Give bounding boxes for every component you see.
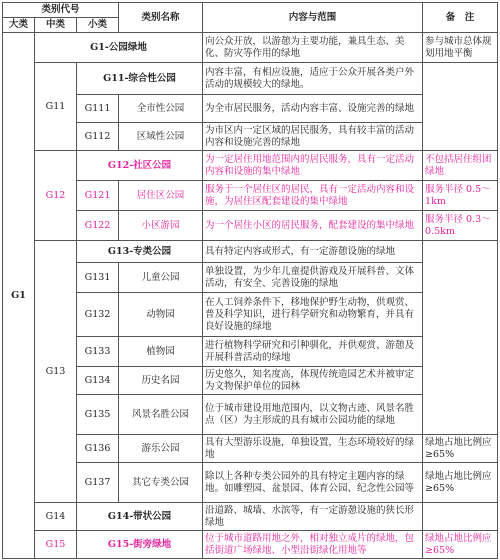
- major-code-g1: G1: [3, 33, 35, 559]
- category-content: 为全市居民服务，活动内容丰富、设施完善的绿地: [203, 95, 423, 123]
- category-content: 单独设置，为少年儿童提供游戏及开展科普、文体活动，有安全、完善设施的绿地: [203, 263, 423, 293]
- minor-code: G134: [77, 367, 119, 395]
- category-content-g15: 位于城市道路用地之外，相对独立成片的绿地，包括街道广场绿地、小型沿街绿化用地等: [203, 531, 423, 559]
- category-note-g13: [423, 241, 498, 435]
- category-content: 历史悠久，知名度高，体现传统造园艺术并被审定为文物保护单位的园林: [203, 367, 423, 395]
- category-note-g1: 参与城市总体规划用地平衡: [423, 33, 498, 63]
- classification-table: [2, 2, 498, 559]
- category-name: 小区游园: [119, 211, 203, 241]
- category-content: 具有大型游乐设施，单独设置，生态环境较好的绿地: [203, 435, 423, 463]
- category-name: 其它专类公园: [119, 463, 203, 503]
- medium-code-g14: G14: [35, 503, 77, 531]
- category-content: 在人工饲养条件下，移地保护野生动物，供观赏、普及科学知识，进行科学研究和动物繁育，并具有良好设施的绿地: [203, 293, 423, 337]
- minor-code: G112: [77, 123, 119, 151]
- category-name: 区域性公园: [119, 123, 203, 151]
- minor-code: G135: [77, 395, 119, 435]
- category-content-g11: 内容丰富，有相应设施，适应于公众开展各类户外活动的规模较大的绿地。: [203, 63, 423, 95]
- category-content-g1: 向公众开放，以游憩为主要功能，兼具生态、美化、防灾等作用的绿地: [203, 33, 423, 63]
- category-name-g12: G12-社区公园: [77, 151, 203, 181]
- medium-code-g13: G13: [35, 241, 77, 503]
- category-name: 全市性公园: [119, 95, 203, 123]
- medium-code-g12: G12: [35, 151, 77, 241]
- header-code: 类别代号: [3, 3, 119, 18]
- category-name: 游乐公园: [119, 435, 203, 463]
- minor-code: G136: [77, 435, 119, 463]
- header-minor: 小类: [77, 18, 119, 33]
- category-note: 绿地占地比例应≥65%: [423, 435, 498, 463]
- minor-code: G111: [77, 95, 119, 123]
- category-content-g12: 为一定居住用地范围内的居民服务，具有一定活动内容和设施的集中绿地: [203, 151, 423, 181]
- category-name-g14: G14-带状公园: [77, 503, 203, 531]
- category-name: 历史名园: [119, 367, 203, 395]
- category-content: 为一个居住小区的居民服务，配套建设的集中绿地: [203, 211, 423, 241]
- category-name-g1: G1-公园绿地: [35, 33, 203, 63]
- category-note-g14: [423, 503, 498, 531]
- category-note-g12: 不包括居住组团绿地: [423, 151, 498, 181]
- category-name: 风景名胜公园: [119, 395, 203, 435]
- minor-code: G122: [77, 211, 119, 241]
- header-major: 大类: [3, 18, 35, 33]
- category-content: 服务于一个居住区的居民，具有一定活动内容和设施，为居住区配套建设的集中绿地: [203, 181, 423, 211]
- medium-code-g11: G11: [35, 63, 77, 151]
- category-note: 服务半径 0.3～0.5km: [423, 211, 498, 241]
- minor-code: G133: [77, 337, 119, 367]
- header-note: 备 注: [423, 3, 498, 33]
- category-name-g15: G15-街旁绿地: [77, 531, 203, 559]
- category-note-g15: 绿地占地比例应≥65%: [423, 531, 498, 559]
- minor-code: G137: [77, 463, 119, 503]
- minor-code: G132: [77, 293, 119, 337]
- category-name: 植物园: [119, 337, 203, 367]
- category-content-g14: 沿道路、城墙、水滨等，有一定游憩设施的狭长形绿地: [203, 503, 423, 531]
- category-content: 进行植物科学研究和引种驯化，并供观赏、游憩及开展科普活动的绿地: [203, 337, 423, 367]
- header-name: 类别名称: [119, 3, 203, 33]
- header-content: 内容与范围: [203, 3, 423, 33]
- category-note: 服务半径 0.5～1km: [423, 181, 498, 211]
- category-note-g11: [423, 63, 498, 151]
- medium-code-g15: G15: [35, 531, 77, 559]
- category-name: 动物园: [119, 293, 203, 337]
- category-name: 居住区公园: [119, 181, 203, 211]
- category-name-g11: G11-综合性公园: [77, 63, 203, 95]
- minor-code: G131: [77, 263, 119, 293]
- header-medium: 中类: [35, 18, 77, 33]
- category-content: 位于城市建设用地范围内，以文物古迹、风景名胜点（区）为主形成的具有城市公园功能的绿地: [203, 395, 423, 435]
- category-name: 儿童公园: [119, 263, 203, 293]
- category-name-g13: G13-专类公园: [77, 241, 203, 263]
- minor-code: G121: [77, 181, 119, 211]
- category-content: 为市区内一定区域的居民服务，具有较丰富的活动内容和设施完善的绿地: [203, 123, 423, 151]
- category-content: 除以上各种专类公园外的具有特定主题内容的绿地。如雕塑园、盆景园、体育公园、纪念性公园等: [203, 463, 423, 503]
- category-note: 绿地占地比例应≥65%: [423, 463, 498, 503]
- category-content-g13: 具有特定内容或形式，有一定游憩设施的绿地: [203, 241, 423, 263]
